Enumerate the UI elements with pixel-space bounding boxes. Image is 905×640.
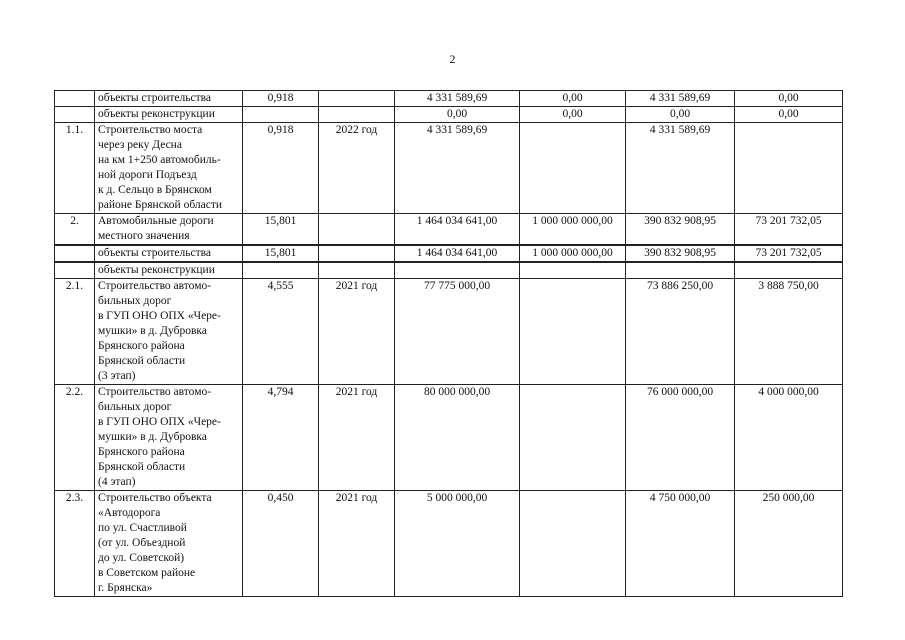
year xyxy=(319,245,395,262)
length-km: 4,555 xyxy=(243,279,319,385)
row-number xyxy=(55,91,95,107)
total-amount xyxy=(395,262,520,279)
table-row xyxy=(55,279,843,385)
object-name: Строительство моста через реку Десна на км 1+250 автомобиль- ной дороги Подъезд к д. Сельцо в Брянском районе Брянской области xyxy=(95,123,243,214)
regional-amount: 4 750 000,00 xyxy=(626,491,735,597)
table-row xyxy=(55,214,843,246)
regional-amount: 4 331 589,69 xyxy=(626,91,735,107)
federal-amount: 1 000 000 000,00 xyxy=(520,214,626,246)
row-number xyxy=(55,262,95,279)
object-name: объекты строительства xyxy=(95,245,243,262)
total-amount: 5 000 000,00 xyxy=(395,491,520,597)
local-amount xyxy=(735,123,843,214)
length-km: 0,918 xyxy=(243,123,319,214)
object-name: объекты реконструкции xyxy=(95,262,243,279)
total-amount: 1 464 034 641,00 xyxy=(395,245,520,262)
object-name: Строительство автомо- бильных дорог в ГУП ОНО ОПХ «Чере- мушки» в д. Дубровка Брянского района Брянской области (3 этап) xyxy=(95,279,243,385)
regional-amount: 73 886 250,00 xyxy=(626,279,735,385)
federal-amount: 0,00 xyxy=(520,107,626,123)
row-number: 2. xyxy=(55,214,95,246)
federal-amount: 1 000 000 000,00 xyxy=(520,245,626,262)
year xyxy=(319,91,395,107)
row-number xyxy=(55,107,95,123)
table-row xyxy=(55,107,843,123)
year: 2021 год xyxy=(319,491,395,597)
length-km xyxy=(243,107,319,123)
total-amount: 77 775 000,00 xyxy=(395,279,520,385)
object-name: объекты реконструкции xyxy=(95,107,243,123)
total-amount: 1 464 034 641,00 xyxy=(395,214,520,246)
length-km: 15,801 xyxy=(243,245,319,262)
length-km: 0,918 xyxy=(243,91,319,107)
federal-amount xyxy=(520,262,626,279)
object-name: объекты строительства xyxy=(95,91,243,107)
table-row xyxy=(55,245,843,262)
local-amount: 4 000 000,00 xyxy=(735,385,843,491)
total-amount: 80 000 000,00 xyxy=(395,385,520,491)
federal-amount xyxy=(520,279,626,385)
year: 2022 год xyxy=(319,123,395,214)
regional-amount: 76 000 000,00 xyxy=(626,385,735,491)
regional-amount xyxy=(626,262,735,279)
year xyxy=(319,214,395,246)
federal-amount xyxy=(520,123,626,214)
federal-amount xyxy=(520,491,626,597)
row-number xyxy=(55,245,95,262)
local-amount: 250 000,00 xyxy=(735,491,843,597)
total-amount: 0,00 xyxy=(395,107,520,123)
length-km: 0,450 xyxy=(243,491,319,597)
local-amount: 73 201 732,05 xyxy=(735,245,843,262)
row-number: 2.2. xyxy=(55,385,95,491)
federal-amount: 0,00 xyxy=(520,91,626,107)
row-number: 2.1. xyxy=(55,279,95,385)
total-amount: 4 331 589,69 xyxy=(395,91,520,107)
year: 2021 год xyxy=(319,279,395,385)
length-km xyxy=(243,262,319,279)
table-row xyxy=(55,262,843,279)
table-row xyxy=(55,91,843,107)
table-row xyxy=(55,385,843,491)
regional-amount: 390 832 908,95 xyxy=(626,245,735,262)
row-number: 1.1. xyxy=(55,123,95,214)
year: 2021 год xyxy=(319,385,395,491)
table-row xyxy=(55,491,843,597)
object-name: Автомобильные дороги местного значения xyxy=(95,214,243,246)
year xyxy=(319,262,395,279)
year xyxy=(319,107,395,123)
object-name: Строительство автомо- бильных дорог в ГУП ОНО ОПХ «Чере- мушки» в д. Дубровка Брянского района Брянской области (4 этап) xyxy=(95,385,243,491)
length-km: 15,801 xyxy=(243,214,319,246)
row-number: 2.3. xyxy=(55,491,95,597)
federal-amount xyxy=(520,385,626,491)
local-amount: 0,00 xyxy=(735,107,843,123)
budget-table xyxy=(54,90,843,597)
regional-amount: 390 832 908,95 xyxy=(626,214,735,246)
local-amount: 73 201 732,05 xyxy=(735,214,843,246)
total-amount: 4 331 589,69 xyxy=(395,123,520,214)
object-name: Строительство объекта «Автодорога по ул. Счастливой (от ул. Объездной до ул. Советской) в Советском районе г. Брянска» xyxy=(95,491,243,597)
local-amount xyxy=(735,262,843,279)
regional-amount: 0,00 xyxy=(626,107,735,123)
table-row xyxy=(55,123,843,214)
length-km: 4,794 xyxy=(243,385,319,491)
local-amount: 3 888 750,00 xyxy=(735,279,843,385)
regional-amount: 4 331 589,69 xyxy=(626,123,735,214)
page-number: 2 xyxy=(449,52,456,66)
local-amount: 0,00 xyxy=(735,91,843,107)
